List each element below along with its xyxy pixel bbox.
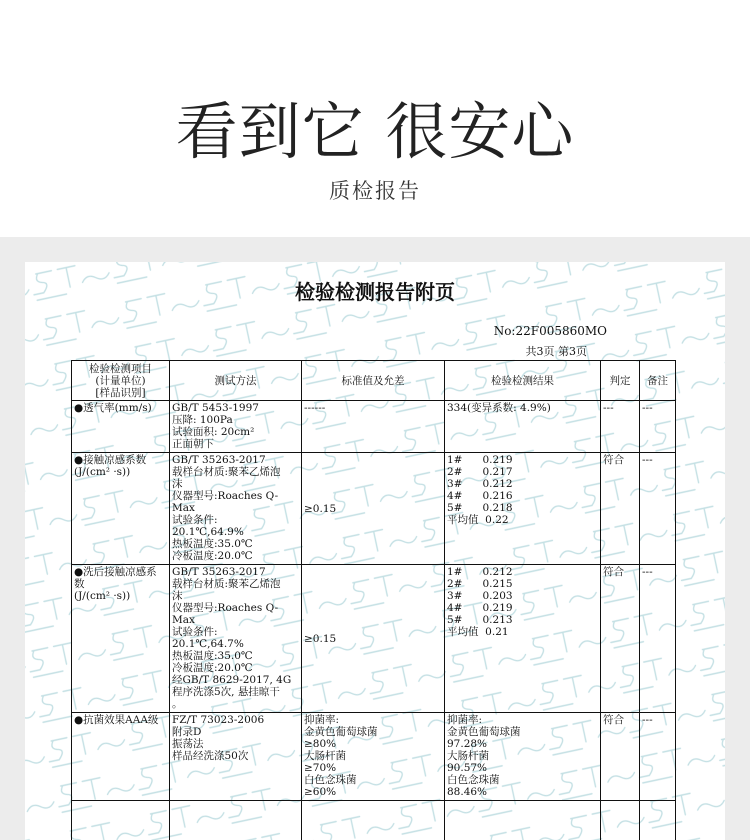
cell-method — [170, 453, 302, 565]
method-line: 仪器型号:Roaches Q- — [172, 602, 279, 614]
result-line: 白色念珠菌 — [447, 774, 500, 786]
result-line: 4# 0.219 — [447, 602, 513, 614]
method-line: 样品经洗涤50次 — [172, 750, 249, 762]
cell-item — [72, 713, 170, 801]
item-line: ●透气率(mm/s) — [74, 402, 152, 414]
hero-title: 看到它 很安心 — [175, 95, 575, 168]
standard-line: ------ — [304, 402, 326, 414]
cell-judgement: 符合 — [601, 453, 640, 565]
item-line: ●接触凉感系数 — [74, 454, 147, 466]
cell-item — [72, 401, 170, 453]
method-line: 程序洗涤5次, 悬挂晾干 — [172, 686, 280, 698]
cell-item — [72, 453, 170, 565]
method-line: 沫 — [172, 590, 183, 602]
standard-line: 白色念珠菌 — [304, 774, 357, 786]
result-line: 金黄色葡萄球菌 — [447, 726, 521, 738]
method-line: 20.1℃,64.9% — [172, 526, 244, 538]
cell-judgement: --- — [601, 401, 640, 453]
result-line: 平均值 0.21 — [447, 626, 509, 638]
page-info: 共3页 第3页 — [525, 345, 587, 358]
cell-method — [170, 565, 302, 713]
cell-result — [445, 453, 601, 565]
standard-line: 抑菌率: — [304, 714, 340, 726]
method-line: 热板温度:35.0℃ — [172, 650, 253, 662]
method-line: 试验条件: — [172, 626, 218, 638]
header-result: 检验检测结果 — [445, 361, 601, 401]
method-line: 。 — [172, 698, 183, 710]
header-judgement: 判定 — [601, 361, 640, 401]
cell-result — [445, 565, 601, 713]
result-line: 4# 0.216 — [447, 490, 513, 502]
result-line: 97.28% — [447, 738, 488, 750]
method-line: 振荡法 — [172, 738, 204, 750]
standard-line: ≥0.15 — [304, 502, 337, 515]
cell-remark: --- — [640, 565, 676, 713]
cell-item — [72, 565, 170, 713]
method-line: Max — [172, 502, 195, 514]
standard-line: 大肠杆菌 — [304, 750, 346, 762]
result-line: 5# 0.218 — [447, 502, 513, 514]
cell-judgement: 符合 — [601, 565, 640, 713]
method-line: GB/T 5453-1997 — [172, 402, 259, 414]
result-line: 334(变异系数: 4.9%) — [447, 402, 551, 414]
item-line: ●抗菌效果AAA级 — [74, 714, 159, 726]
cell-remark — [640, 801, 676, 840]
method-line: Max — [172, 614, 195, 626]
standard-line: ≥0.15 — [304, 632, 337, 645]
table-row — [72, 801, 676, 840]
item-line: (J/(cm² ·s)) — [74, 466, 131, 478]
cell-remark: --- — [640, 453, 676, 565]
cell-standard — [302, 565, 445, 713]
cell-item — [72, 801, 170, 840]
table-row — [72, 453, 676, 565]
method-line: 20.1℃,64.7% — [172, 638, 244, 650]
table-header-row — [72, 361, 676, 401]
method-line: 载样台材质:聚苯乙烯泡 — [172, 578, 281, 590]
table-row — [72, 565, 676, 713]
result-line: 3# 0.212 — [447, 478, 513, 490]
method-line: 附录D — [172, 726, 202, 738]
table-row — [72, 401, 676, 453]
item-line: (J/(cm² ·s)) — [74, 590, 131, 602]
result-line: 88.46% — [447, 786, 488, 798]
header-method: 测试方法 — [170, 361, 302, 401]
method-line: GB/T 35263-2017 — [172, 454, 266, 466]
result-line: 90.57% — [447, 762, 488, 774]
method-line: 经GB/T 8629-2017, 4G — [172, 674, 292, 686]
method-line: FZ/T 73023-2006 — [172, 714, 265, 726]
header-item: 检验检测项目 (计量单位) [样品识别] — [72, 361, 170, 401]
standard-line: ≥60% — [304, 786, 337, 798]
cell-method — [170, 713, 302, 801]
method-line: 沫 — [172, 478, 183, 490]
header-standard: 标准值及允差 — [302, 361, 445, 401]
cell-result — [445, 401, 601, 453]
result-line: 抑菌率: — [447, 714, 483, 726]
standard-line: ≥70% — [304, 762, 337, 774]
method-line: 正面朝下 — [172, 438, 214, 450]
method-line: 载样台材质:聚苯乙烯泡 — [172, 466, 281, 478]
result-line: 5# 0.213 — [447, 614, 513, 626]
cell-judgement: 符合 — [601, 713, 640, 801]
cell-standard — [302, 713, 445, 801]
result-line: 1# 0.219 — [447, 454, 513, 466]
report-table — [71, 360, 676, 840]
item-line: 数 — [74, 578, 85, 590]
report-number: No:22F005860MO — [493, 324, 607, 338]
result-line: 2# 0.215 — [447, 578, 513, 590]
cell-method — [170, 801, 302, 840]
method-line: 仪器型号:Roaches Q- — [172, 490, 279, 502]
cell-judgement — [601, 801, 640, 840]
document-title: 检验检测报告附页 — [295, 280, 455, 304]
method-line: 冷板温度:20.0℃ — [172, 662, 253, 674]
cell-result — [445, 801, 601, 840]
result-line: 1# 0.212 — [447, 566, 513, 578]
cell-standard — [302, 801, 445, 840]
method-line: GB/T 35263-2017 — [172, 566, 266, 578]
result-line: 3# 0.203 — [447, 590, 513, 602]
method-line: 试验条件: — [172, 514, 218, 526]
standard-line: 金黄色葡萄球菌 — [304, 726, 378, 738]
method-line: 冷板温度:20.0℃ — [172, 550, 253, 562]
report-paper — [25, 262, 725, 840]
method-line: 压降: 100Pa — [172, 414, 233, 426]
cell-standard — [302, 453, 445, 565]
hero-subtitle: 质检报告 — [329, 179, 421, 203]
result-line: 2# 0.217 — [447, 466, 513, 478]
cell-remark: --- — [640, 401, 676, 453]
cell-result — [445, 713, 601, 801]
item-line: ●洗后接触凉感系 — [74, 566, 157, 578]
method-line: 试验面积: 20cm² — [172, 426, 255, 438]
header-remark: 备注 — [640, 361, 676, 401]
cell-method — [170, 401, 302, 453]
table-row — [72, 713, 676, 801]
cell-standard — [302, 401, 445, 453]
hero-section — [0, 0, 750, 237]
result-line: 平均值 0.22 — [447, 514, 509, 526]
method-line: 热板温度:35.0℃ — [172, 538, 253, 550]
result-line: 大肠杆菌 — [447, 750, 489, 762]
cell-remark: --- — [640, 713, 676, 801]
standard-line: ≥80% — [304, 738, 337, 750]
